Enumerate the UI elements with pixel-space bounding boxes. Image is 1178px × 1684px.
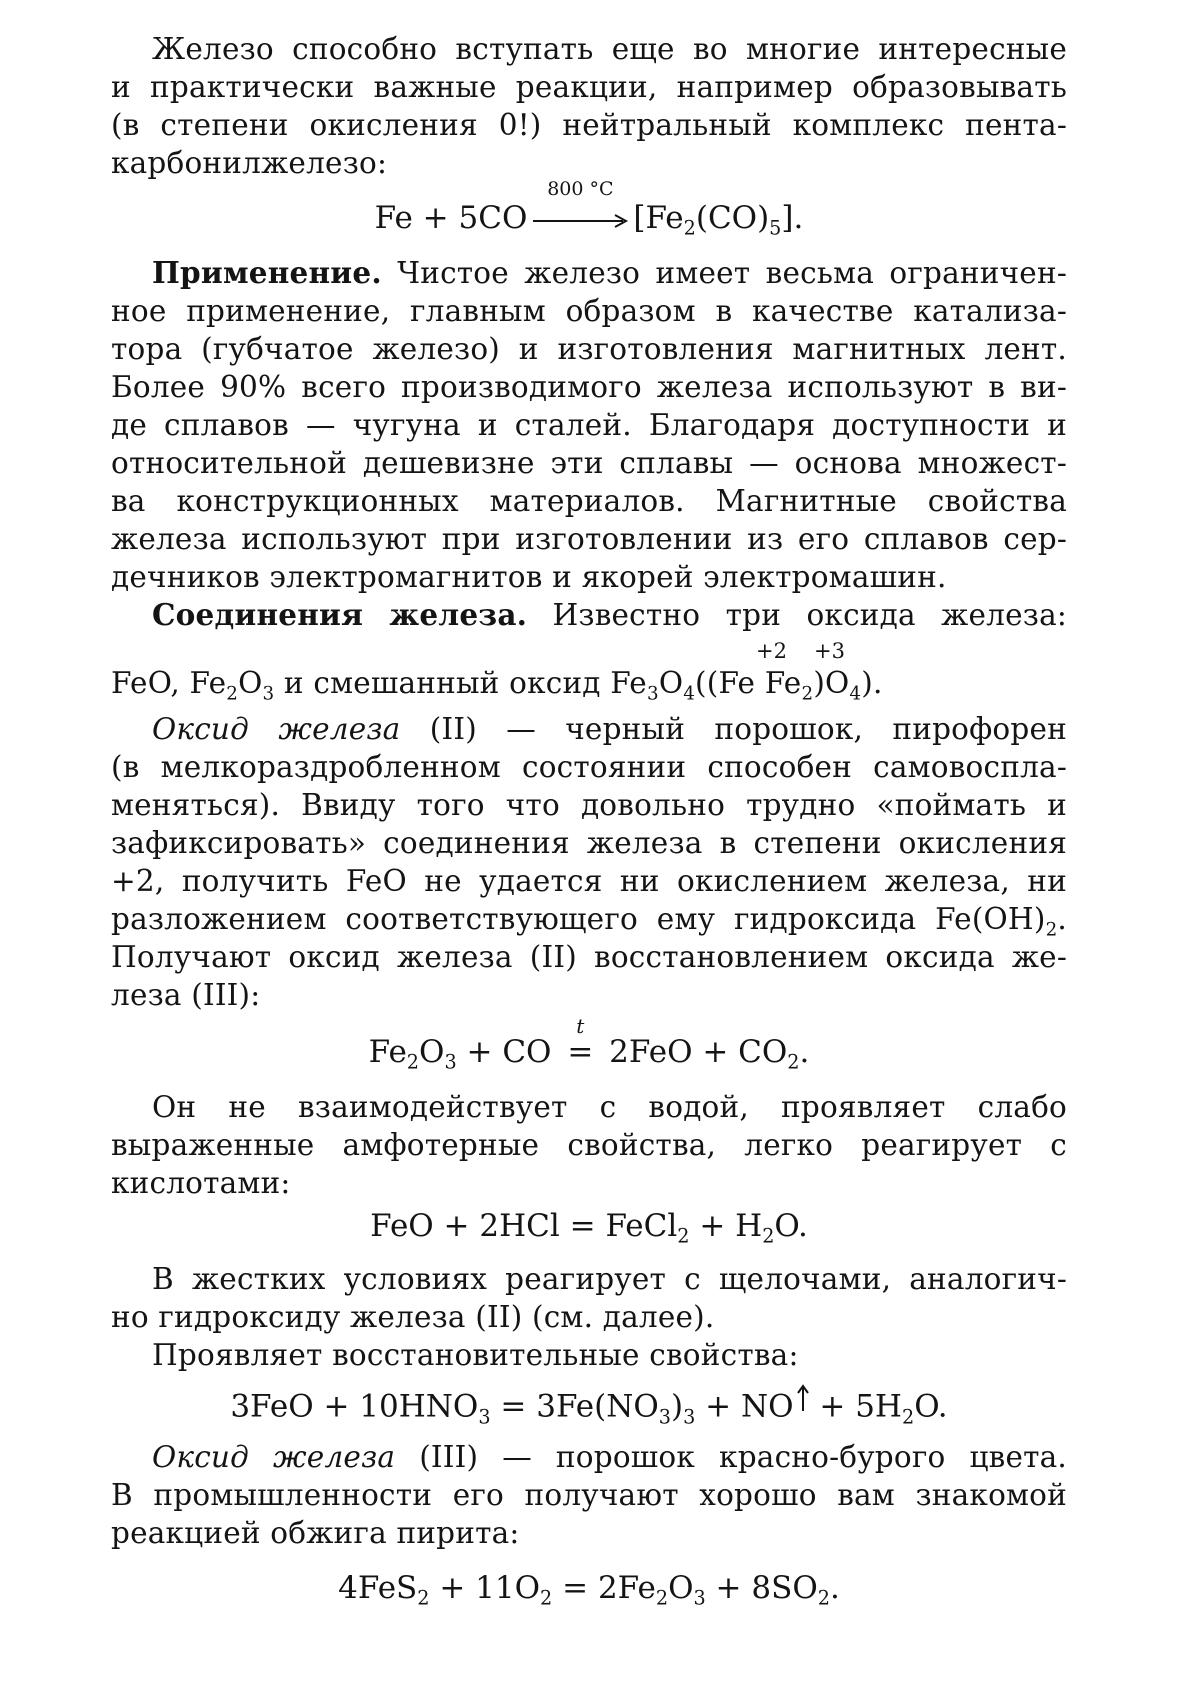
text-line: зафиксировать» соединения железа в степени окисления <box>111 826 1067 860</box>
text-line: FeO, $Fe_2O_3$ и смешанный оксид $Fe_3O_4((Fe$ $Fe_2)O_4$). <box>111 666 883 705</box>
oxidation-state-label: +2 <box>756 639 787 663</box>
text-line: Соединения железа. Известно три оксида железа: <box>152 597 1067 632</box>
text-line: Он не взаимодействует с водой, проявляет слабо <box>152 1090 1067 1124</box>
reaction-arrow-icon: 800 °C <box>531 205 629 235</box>
text-line: Оксид железа (III) — порошок красно-бурого цвета. <box>152 1440 1068 1474</box>
equals-heat-icon: t = <box>567 1014 594 1070</box>
term-iron-oxide-ii: Оксид железа <box>152 712 401 746</box>
section-heading-compounds: Соединения железа. <box>152 597 528 632</box>
term-iron-oxide-iii: Оксид железа <box>152 1440 396 1474</box>
text-line: Получают оксид железа (II) восстановлением оксида же- <box>111 940 1067 974</box>
text-line: ва конструкционных материалов. Магнитные свойства <box>111 484 1067 518</box>
text-line: но гидроксиду железа (II) (см. далее). <box>111 1300 715 1334</box>
text-line: Железо способно вступать еще во многие интересные <box>152 32 1067 66</box>
text-line: В жестких условиях реагирует с щелочами, аналогич- <box>152 1262 1067 1296</box>
equation-pyrite-roasting: $4FeS_2 + 11O_2 = 2Fe_2O_3 + 8SO_2$. <box>338 1570 840 1610</box>
text-line: карбонилжелезо: <box>111 146 388 180</box>
section-heading-application: Применение. <box>152 255 382 290</box>
text-line: +2, получить FeO не удается ни окислением железа, ни <box>111 864 1067 898</box>
text-line: Проявляет восстановительные свойства: <box>152 1338 799 1372</box>
text-line: и практически важные реакции, например образовывать <box>111 70 1067 104</box>
text-line: дечников электромагнитов и якорей электромашин. <box>111 560 947 594</box>
text-line: разложением соответствующего ему гидроксида $Fe(OH)_2$. <box>111 902 1067 941</box>
text-line: (в мелкораздробленном состоянии способен самовоспла- <box>111 750 1067 784</box>
equation-feo-nitric: $3FeO + 10HNO_3 = 3Fe(NO_3)_3$ + NO + $5H_2O$. <box>0 1382 1178 1427</box>
text-line: выраженные амфотерные свойства, легко реагирует с <box>111 1128 1067 1162</box>
text-line: меняться). Ввиду того что довольно трудно «поймать и <box>111 788 1067 822</box>
text-line: железа используют при изготовлении из его сплавов сер- <box>111 522 1067 556</box>
text-line: леза (III): <box>111 978 261 1012</box>
equation-feo-reduction: $Fe_2O_3$ + CO t = $2FeO + CO_2$. <box>368 1014 810 1074</box>
text-line: де сплавов — чугуна и сталей. Благодаря доступности и <box>111 408 1067 442</box>
text-line: относительной дешевизне эти сплавы — основа множест- <box>111 446 1067 480</box>
equation-pentacarbonyl: Fe + 5CO 800 °C $[Fe_2(CO)_5]$. <box>374 177 804 240</box>
equation-feo-hcl: FeO + 2HCl = FeCl$_2$ + $H_2O$. <box>370 1208 808 1248</box>
text-line: Применение. Чистое железо имеет весьма ограничен- <box>152 255 1067 290</box>
oxidation-state-label: +3 <box>814 639 845 663</box>
text-line: (в степени окисления 0!) нейтральный комплекс пента- <box>111 108 1067 142</box>
text-line: Оксид железа (II) — черный порошок, пирофорен <box>152 712 1068 746</box>
text-line: кислотами: <box>111 1166 291 1200</box>
text-line: реакцией обжига пирита: <box>111 1516 520 1550</box>
text-line: В промышленности его получают хорошо вам знакомой <box>111 1478 1067 1512</box>
text-line: ное применение, главным образом в качестве катализа- <box>111 294 1067 328</box>
text-line: тора (губчатое железо) и изготовления магнитных лент. <box>111 332 1067 366</box>
gas-evolution-arrow-icon <box>796 1382 810 1422</box>
text-line: Более 90% всего производимого железа используют в ви- <box>111 370 1067 404</box>
